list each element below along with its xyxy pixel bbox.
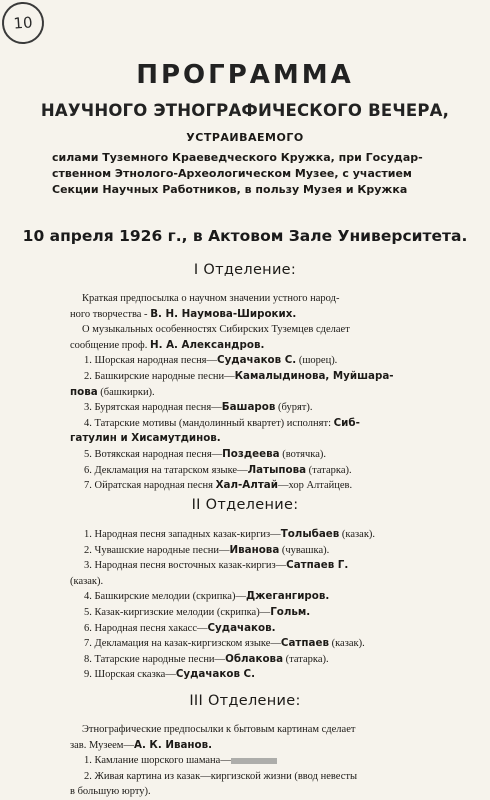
performer-name: Н. А. Александров. <box>149 338 265 351</box>
section-2-content <box>70 527 464 683</box>
performer-name: гатулин и Хисамутдинов. <box>70 432 221 445</box>
item-text: в большую юрту). <box>70 786 151 798</box>
performer-name: пова <box>70 385 98 398</box>
intro-line: силами Туземного Краеведческого Кружка, при Государ- <box>52 151 423 164</box>
intro-line: ственном Этнолого-Археологическом Музее, с участием <box>52 167 412 180</box>
section-title-1: I Отделение: <box>193 262 297 278</box>
item-number: 2. <box>84 370 95 382</box>
program-title: ПРОГРАММА <box>136 60 354 90</box>
program-item <box>84 447 464 463</box>
item-text: Ойратская народная песня <box>94 480 216 492</box>
preamble-line <box>82 291 464 307</box>
item-number: 1. <box>84 529 95 540</box>
preamble-line <box>82 722 464 738</box>
program-item <box>84 369 464 385</box>
section-title-2: II Отделение: <box>191 497 299 513</box>
program-item <box>84 769 464 785</box>
item-number: 7. <box>84 480 95 492</box>
item-text: Вотякская народная песня— <box>94 448 223 460</box>
item-number: 6. <box>84 622 95 634</box>
program-item <box>70 784 464 800</box>
item-text: Народная песня хакасс— <box>94 622 208 634</box>
preamble-text: Этнографические предпосылки к бытовым картинам сделает <box>82 724 356 735</box>
item-text: Бурятская народная песня— <box>94 402 222 414</box>
item-tail: (татарка). <box>306 464 352 476</box>
item-number: 4. <box>84 591 95 603</box>
performer-name: А. К. Иванов. <box>133 738 213 751</box>
program-item <box>84 589 464 605</box>
program-item <box>84 463 464 479</box>
item-number: 7. <box>84 638 95 650</box>
preamble-text: сообщение проф. <box>70 339 150 351</box>
item-number: 1. <box>84 755 95 767</box>
performer-name: Хал-Алтай <box>215 479 278 492</box>
item-text: Народная песня восточных казак-киргиз— <box>94 560 287 572</box>
item-number: 2. <box>84 544 95 556</box>
item-number: 9. <box>84 669 95 681</box>
program-subtitle: НАУЧНОГО ЭТНОГРАФИЧЕСКОГО ВЕЧЕРА, <box>40 101 450 120</box>
program-item <box>84 753 464 769</box>
item-text: Татарские народные песни— <box>94 653 226 665</box>
preamble-text: Краткая предпосылка о научном значении устного народ- <box>82 293 340 304</box>
item-tail: (казак). <box>339 529 376 540</box>
performer-name: Гольм. <box>270 605 311 618</box>
item-tail: (казак). <box>328 638 365 650</box>
item-text: Чувашские народные песни— <box>94 544 230 556</box>
item-tail: (бурят). <box>275 402 313 414</box>
item-text: Декламация на казак-киргизском языке— <box>94 638 281 650</box>
organizers-text <box>52 150 452 198</box>
program-item <box>84 636 464 652</box>
program-item <box>84 652 464 668</box>
item-text: Живая картина из казак—киргизской жизни (ввод невесты <box>94 770 357 782</box>
item-tail: (башкирки). <box>97 386 155 398</box>
item-tail: (вотячка). <box>279 448 326 460</box>
item-text: Башкирские народные песни— <box>94 370 235 382</box>
intro-line: Секции Научных Работников, в пользу Музея и Кружка <box>52 183 408 196</box>
item-text: Шорская сказка— <box>94 669 176 681</box>
performer-name: Сатпаев <box>280 637 329 650</box>
item-number: 3. <box>84 402 95 414</box>
item-tail: —хор Алтайцев. <box>277 480 353 492</box>
item-number: 4. <box>84 417 95 429</box>
performer-name: Судачаков С. <box>217 354 297 367</box>
item-text: (казак). <box>70 575 104 587</box>
arranged-by-label: УСТРАИВАЕМОГО <box>186 131 304 144</box>
performer-name: Джегангиров. <box>245 590 330 603</box>
item-tail: (шорец). <box>296 355 338 367</box>
section-3-content <box>70 722 464 800</box>
item-number: 2. <box>84 770 95 782</box>
performer-name: Облакова <box>225 652 284 665</box>
page-number-stamp: 10 <box>1 1 46 46</box>
section-title-3: III Отделение: <box>189 693 301 709</box>
preamble-line <box>70 738 464 754</box>
item-number: 8. <box>84 653 95 665</box>
item-text: Башкирские мелодии (скрипка)— <box>94 591 246 603</box>
event-date: 10 апреля 1926 г., в Актовом Зале Университета. <box>22 227 468 245</box>
preamble-text: ного творчества - <box>70 308 151 320</box>
item-number: 1. <box>84 355 95 367</box>
item-text: Камлание шорского шамана— <box>94 755 231 767</box>
program-item <box>84 478 464 494</box>
program-item <box>84 543 464 559</box>
item-text: Казак-киргизские мелодии (скрипка)— <box>94 606 271 618</box>
item-number: 5. <box>84 448 95 460</box>
performer-name: Сиб- <box>333 416 360 429</box>
performer-name: Судачаков. <box>207 621 276 634</box>
performer-name: Толыбаев <box>280 528 340 540</box>
performer-name: Башаров <box>221 401 276 414</box>
preamble-text: зав. Музеем— <box>70 739 134 751</box>
program-item <box>84 558 464 574</box>
preamble-line <box>82 322 464 338</box>
section-1-content <box>70 291 464 494</box>
item-number: 6. <box>84 464 95 476</box>
program-item <box>70 385 464 401</box>
program-item <box>84 605 464 621</box>
item-number: 5. <box>84 606 95 618</box>
item-tail: (татарка). <box>283 653 329 665</box>
performer-name: Камалыдинова, Муйшара- <box>234 369 394 382</box>
program-item <box>70 574 464 590</box>
program-item <box>70 431 464 447</box>
performer-name: Сатпаев Г. <box>286 559 349 572</box>
performer-name: Латыпова <box>247 463 307 476</box>
program-item <box>84 353 464 369</box>
performer-name: Поздеева <box>222 447 280 460</box>
program-item <box>84 667 464 683</box>
performer-name: Судачаков С. <box>175 668 256 681</box>
performer-name: В. Н. Наумова-Широких. <box>150 307 297 320</box>
item-text: Декламация на татарском языке— <box>94 464 248 476</box>
preamble-text: О музыкальных особенностях Сибирских Туземцев сделает <box>82 324 350 336</box>
item-text: Шорская народная песня— <box>94 355 218 367</box>
item-text: Татарские мотивы (мандолинный квартет) исполнят: <box>94 417 334 429</box>
preamble-line <box>70 307 464 323</box>
redacted-mark <box>231 758 277 764</box>
program-item <box>84 527 464 543</box>
item-text: Народная песня западных казак-киргиз— <box>94 529 281 540</box>
item-tail: (чувашка). <box>279 544 330 556</box>
performer-name: Иванова <box>229 543 280 556</box>
item-number: 3. <box>84 560 95 572</box>
program-item <box>84 416 464 432</box>
preamble-line <box>70 338 464 354</box>
program-item <box>84 400 464 416</box>
program-item <box>84 621 464 637</box>
